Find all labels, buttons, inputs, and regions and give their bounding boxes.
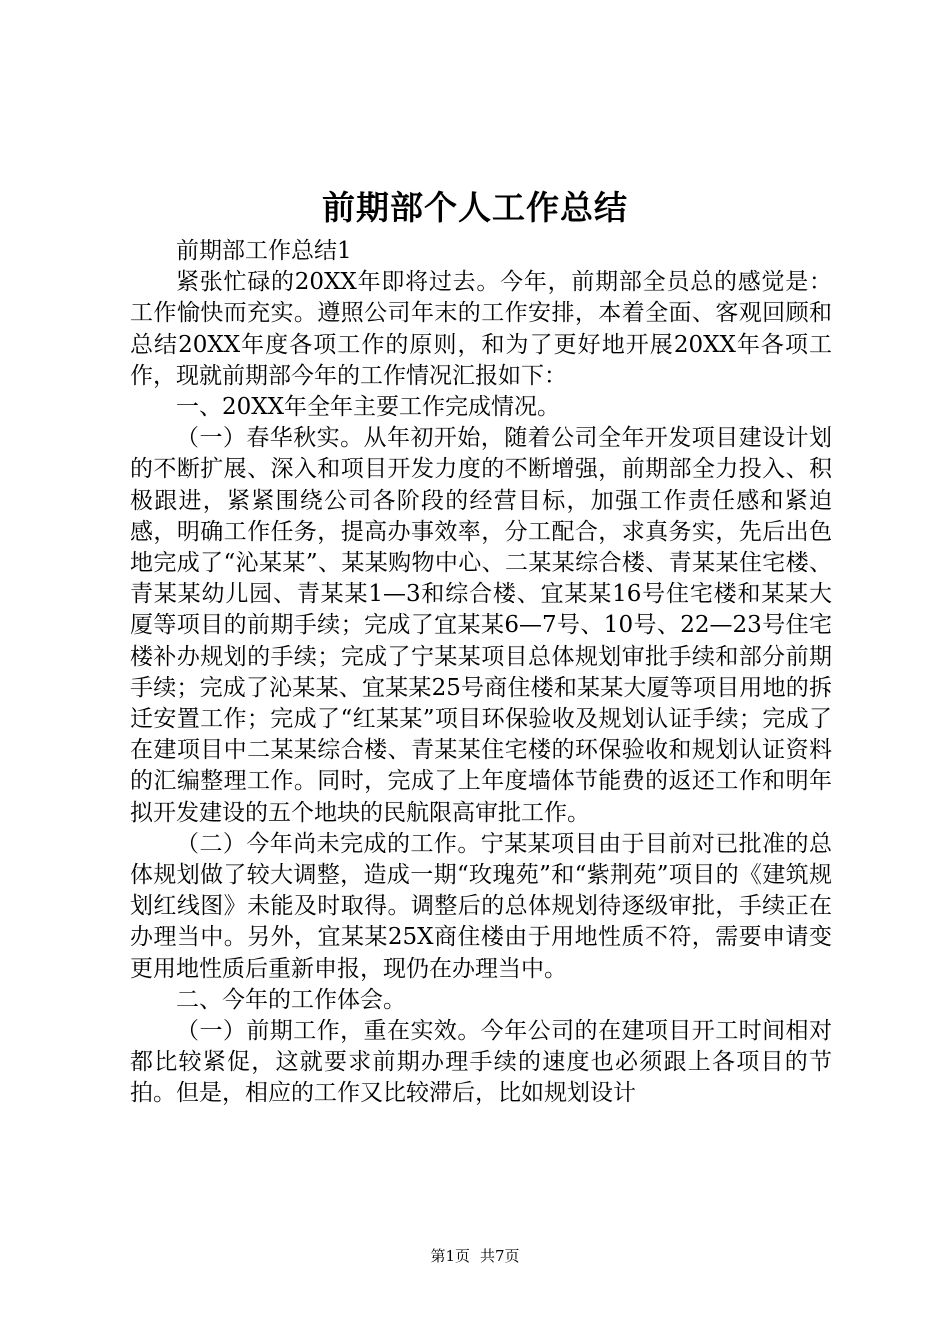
paragraph-intro: 紧张忙碌的20XX年即将过去。今年，前期部全员总的感觉是：工作愉快而充实。遵照公司年末的工作安排，本着全面、客观回顾和总结20XX年度各项工作的原则，和为了更好地开展20XX年各项工作，现就前期部今年的工作情况汇报如下： [130, 269, 832, 389]
document-title: 前期部个人工作总结 [322, 188, 628, 227]
section-heading-2: 二、今年的工作体会。 [176, 986, 406, 1013]
page-total: 共7页 [480, 1247, 520, 1265]
paragraph-unfinished: （二）今年尚未完成的工作。宁某某项目由于目前对已批准的总体规划做了较大调整，造成一期“玫瑰苑”和“紫荆苑”项目的《建筑规划红线图》未能及时取得。调整后的总体规划待逐级审批，手续正在办理当中。另外，宜某某25X商住楼由于用地性质不符，需要申请变更用地性质后重新申报，现仍在办理当中。 [130, 830, 832, 982]
section-heading-1: 一、20XX年全年主要工作完成情况。 [176, 394, 561, 421]
page-number: 第1页 [430, 1247, 470, 1265]
page-footer [0, 1246, 950, 1266]
document-body [130, 236, 832, 1110]
paragraph-subtitle: 前期部工作总结1 [176, 238, 352, 264]
paragraph-experience: （一）前期工作，重在实效。今年公司的在建项目开工时间相对都比较紧促，这就要求前期办理手续的速度也必须跟上各项目的节拍。但是，相应的工作又比较滞后，比如规划设计 [130, 1018, 832, 1107]
paragraph-achievements: （一）春华秋实。从年初开始，随着公司全年开发项目建设计划的不断扩展、深入和项目开发力度的不断增强，前期部全力投入、积极跟进，紧紧围绕公司各阶段的经营目标，加强工作责任感和紧迫感，明确工作任务，提高办事效率，分工配合，求真务实，先后出色地完成了“沁某某”、某某购物中心、二某某综合楼、青某某住宅楼、青某某幼儿园、青某某1—3和综合楼、宜某某16号住宅楼和某某大厦等项目的前期手续；完成了宜某某6—7号、10号、22—23号住宅楼补办规划的手续；完成了宁某某项目总体规划审批手续和部分前期手续；完成了沁某某、宜某某25号商住楼和某某大厦等项目用地的拆迁安置工作；完成了“红某某”项目环保验收及规划认证手续；完成了在建项目中二某某综合楼、青某某住宅楼的环保验收和规划认证资料的汇编整理工作。同时，完成了上年度墙体节能费的返还工作和明年拟开发建设的五个地块的民航限高审批工作。 [130, 425, 832, 826]
